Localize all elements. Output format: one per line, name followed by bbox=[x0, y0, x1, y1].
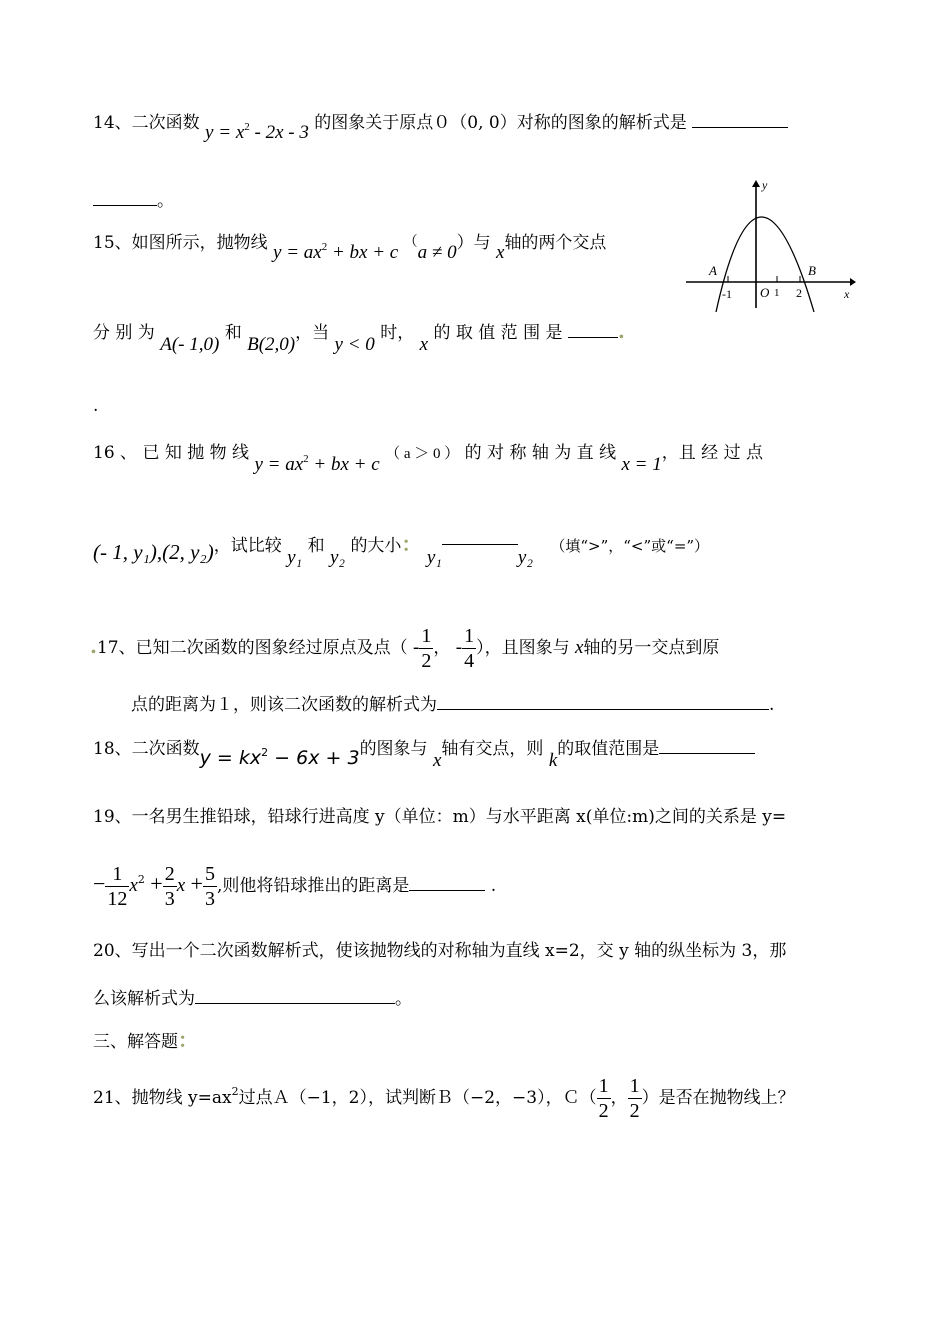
q16-formula: $y = ax^2$ + bx + c bbox=[254, 453, 380, 475]
x-axis-arrow bbox=[850, 278, 856, 286]
q14-answer-blank-2[interactable] bbox=[93, 204, 157, 206]
q14-formula: $y = x^2 - 2x - 3$ bbox=[205, 121, 309, 143]
graph-label-B: B bbox=[808, 263, 816, 278]
q16-line2: (- 1, y₁),(2, y₂)，试比较 y₁ 和 y₂ 的大小： y₁ y₂ （填“>”，“<”或“=”） bbox=[93, 532, 710, 568]
graph-label-minus1: -1 bbox=[722, 287, 732, 301]
graph-label-2: 2 bbox=[796, 286, 802, 300]
parabola-graph bbox=[684, 178, 856, 314]
question-18: 18、二次函数$y = kx^2 - 6x + 3$的图象与 x轴有交点，则 k的取值范围是 bbox=[93, 734, 755, 760]
q16-answer-blank[interactable] bbox=[442, 543, 518, 545]
q18-answer-blank[interactable] bbox=[659, 752, 755, 754]
q17-line2: 点的距离为１，则该二次函数的解析式为 . bbox=[131, 695, 775, 715]
graph-label-origin: O bbox=[760, 285, 770, 300]
section-3-heading: 三、解答题： bbox=[93, 1028, 198, 1052]
q21-frac-2: $\frac{1}{2}$ bbox=[629, 1075, 640, 1122]
q15-answer-blank[interactable] bbox=[568, 336, 618, 338]
q14-text: 的图象关于原点０（0, 0）对称的图象的解析式是 bbox=[314, 113, 687, 133]
q19-answer-blank[interactable] bbox=[409, 889, 485, 891]
q19-frac-3: $\frac{5}{3}$ bbox=[204, 863, 215, 910]
question-17: .17、已知二次函数的图象经过原点及点（ - $\frac{1}{2}$ ， - $\frac{1}{4}$ ），且图象与 x轴的另一交点到原 bbox=[90, 625, 720, 672]
question-21: 21、抛物线 $y=ax^2$过点Ａ（−1，2），试判断Ｂ（−2，−3），Ｃ（ $\frac{1}{2}$ ， $\frac{1}{2}$ ）是否在抛物线上？ bbox=[93, 1075, 795, 1122]
q21-frac-1: $\frac{1}{2}$ bbox=[598, 1075, 609, 1122]
y-axis-arrow bbox=[752, 180, 760, 187]
graph-label-1: 1 bbox=[774, 287, 780, 299]
question-15: 15、如图所示，抛物线 $y = ax^2$ + bx + c （a ≠ 0）与 x轴的两个交点 bbox=[93, 233, 607, 263]
q18-formula: $y = kx^2 - 6x + 3$ bbox=[199, 746, 360, 769]
q19-frac-1: $\frac{1}{12}$ bbox=[107, 863, 128, 910]
graph-label-A: A bbox=[709, 263, 717, 278]
q17-frac-1: $\frac{1}{2}$ bbox=[421, 625, 432, 672]
q15-stray-dot: . bbox=[93, 396, 99, 416]
question-16: 16 、 已 知 抛 物 线 $y = ax^2$ + bx + c （ a ＞ 0 ） 的 对 称 轴 为 直 线 x = 1，且 经 过 点 bbox=[93, 443, 763, 475]
question-20: 20、写出一个二次函数解析式，使该抛物线的对称轴为直线 x=2，交 y 轴的纵坐标为 3，那 bbox=[93, 941, 787, 961]
q14-prefix: 14、二次函数 bbox=[93, 113, 200, 133]
q19-frac-2: $\frac{2}{3}$ bbox=[164, 863, 175, 910]
q17-answer-blank[interactable] bbox=[437, 708, 769, 710]
q14-continuation: 。 bbox=[93, 186, 174, 211]
q15-formula: $y = ax^2$ + bx + c bbox=[273, 241, 399, 263]
q19-line2: − $\frac{1}{12}$ $x^2$ + $\frac{2}{3}$ x + $\frac{5}{3}$ ,则他将铅球推出的距离是 . bbox=[93, 863, 497, 910]
question-14 bbox=[93, 108, 788, 143]
q20-line2: 么该解析式为 。 bbox=[93, 989, 412, 1009]
q14-answer-blank-1[interactable] bbox=[692, 126, 788, 128]
q20-answer-blank[interactable] bbox=[195, 1002, 395, 1004]
graph-label-y: y bbox=[762, 178, 768, 192]
q17-frac-2: $\frac{1}{4}$ bbox=[464, 625, 475, 672]
graph-label-x: x bbox=[844, 287, 850, 301]
question-19: 19、一名男生推铅球，铅球行进高度 y（单位：m）与水平距离 x(单位:m)之间的关系是 y= bbox=[93, 807, 787, 827]
q15-line2: 分 别 为 A(- 1,0) 和 B(2,0)，当 y < 0 时， x 的 取 值 范 围 是 . bbox=[93, 319, 625, 355]
